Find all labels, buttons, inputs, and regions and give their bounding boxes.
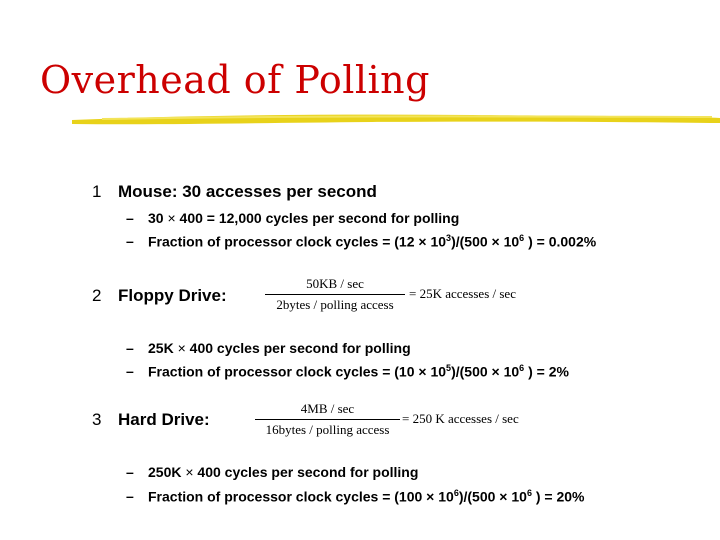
sub-line-hard-drive-fraction: Fraction of processor clock cycles = $(100 \times 10^6)/(500 \times 10^6$ ) = 20% (148, 488, 585, 505)
slide-title: Overhead of Polling (40, 58, 430, 102)
formula-result: = 25K accesses / sec (409, 286, 516, 301)
title-underline-brush (72, 106, 720, 128)
item-heading-mouse: Mouse: 30 accesses per second (118, 182, 377, 201)
sub-line-floppy-fraction: Fraction of processor clock cycles = $(10 \times 10^5)/(500 \times 10^6$ ) = 2% (148, 363, 569, 380)
item-heading-floppy: Floppy Drive: (118, 286, 227, 305)
sub-dash: – (126, 488, 134, 504)
formula-denominator: 2bytes / polling access (276, 297, 394, 312)
formula-floppy (265, 276, 545, 316)
formula-numerator: 4MB / sec (300, 401, 355, 416)
formula-hard-drive (255, 401, 555, 441)
formula-numerator: 50KB / sec (306, 276, 364, 291)
sub-dash: – (126, 464, 134, 480)
formula-result: = 250 K accesses / sec (402, 411, 519, 426)
sub-line-mouse-fraction: Fraction of processor clock cycles = $(12 \times 10^3)/(500 \times 10^6$ ) = 0.002% (148, 233, 597, 250)
item-number-2: 2 (92, 286, 102, 305)
formula-denominator: 16bytes / polling access (265, 422, 390, 437)
fraction-bar (265, 294, 405, 295)
fraction-bar (255, 419, 400, 420)
item-heading-hard-drive: Hard Drive: (118, 410, 210, 429)
sub-dash: – (126, 233, 134, 249)
sub-line-mouse-cycles: 30 × 400 = 12,000 cycles per second for polling (148, 210, 460, 226)
sub-line-floppy-cycles: 25K × 400 cycles per second for polling (148, 340, 411, 356)
item-number-1: 1 (92, 182, 102, 201)
sub-dash: – (126, 363, 134, 379)
sub-dash: – (126, 340, 134, 356)
sub-line-hard-drive-cycles: 250K × 400 cycles per second for polling (148, 464, 419, 480)
sub-dash: – (126, 210, 134, 226)
item-number-3: 3 (92, 410, 102, 429)
